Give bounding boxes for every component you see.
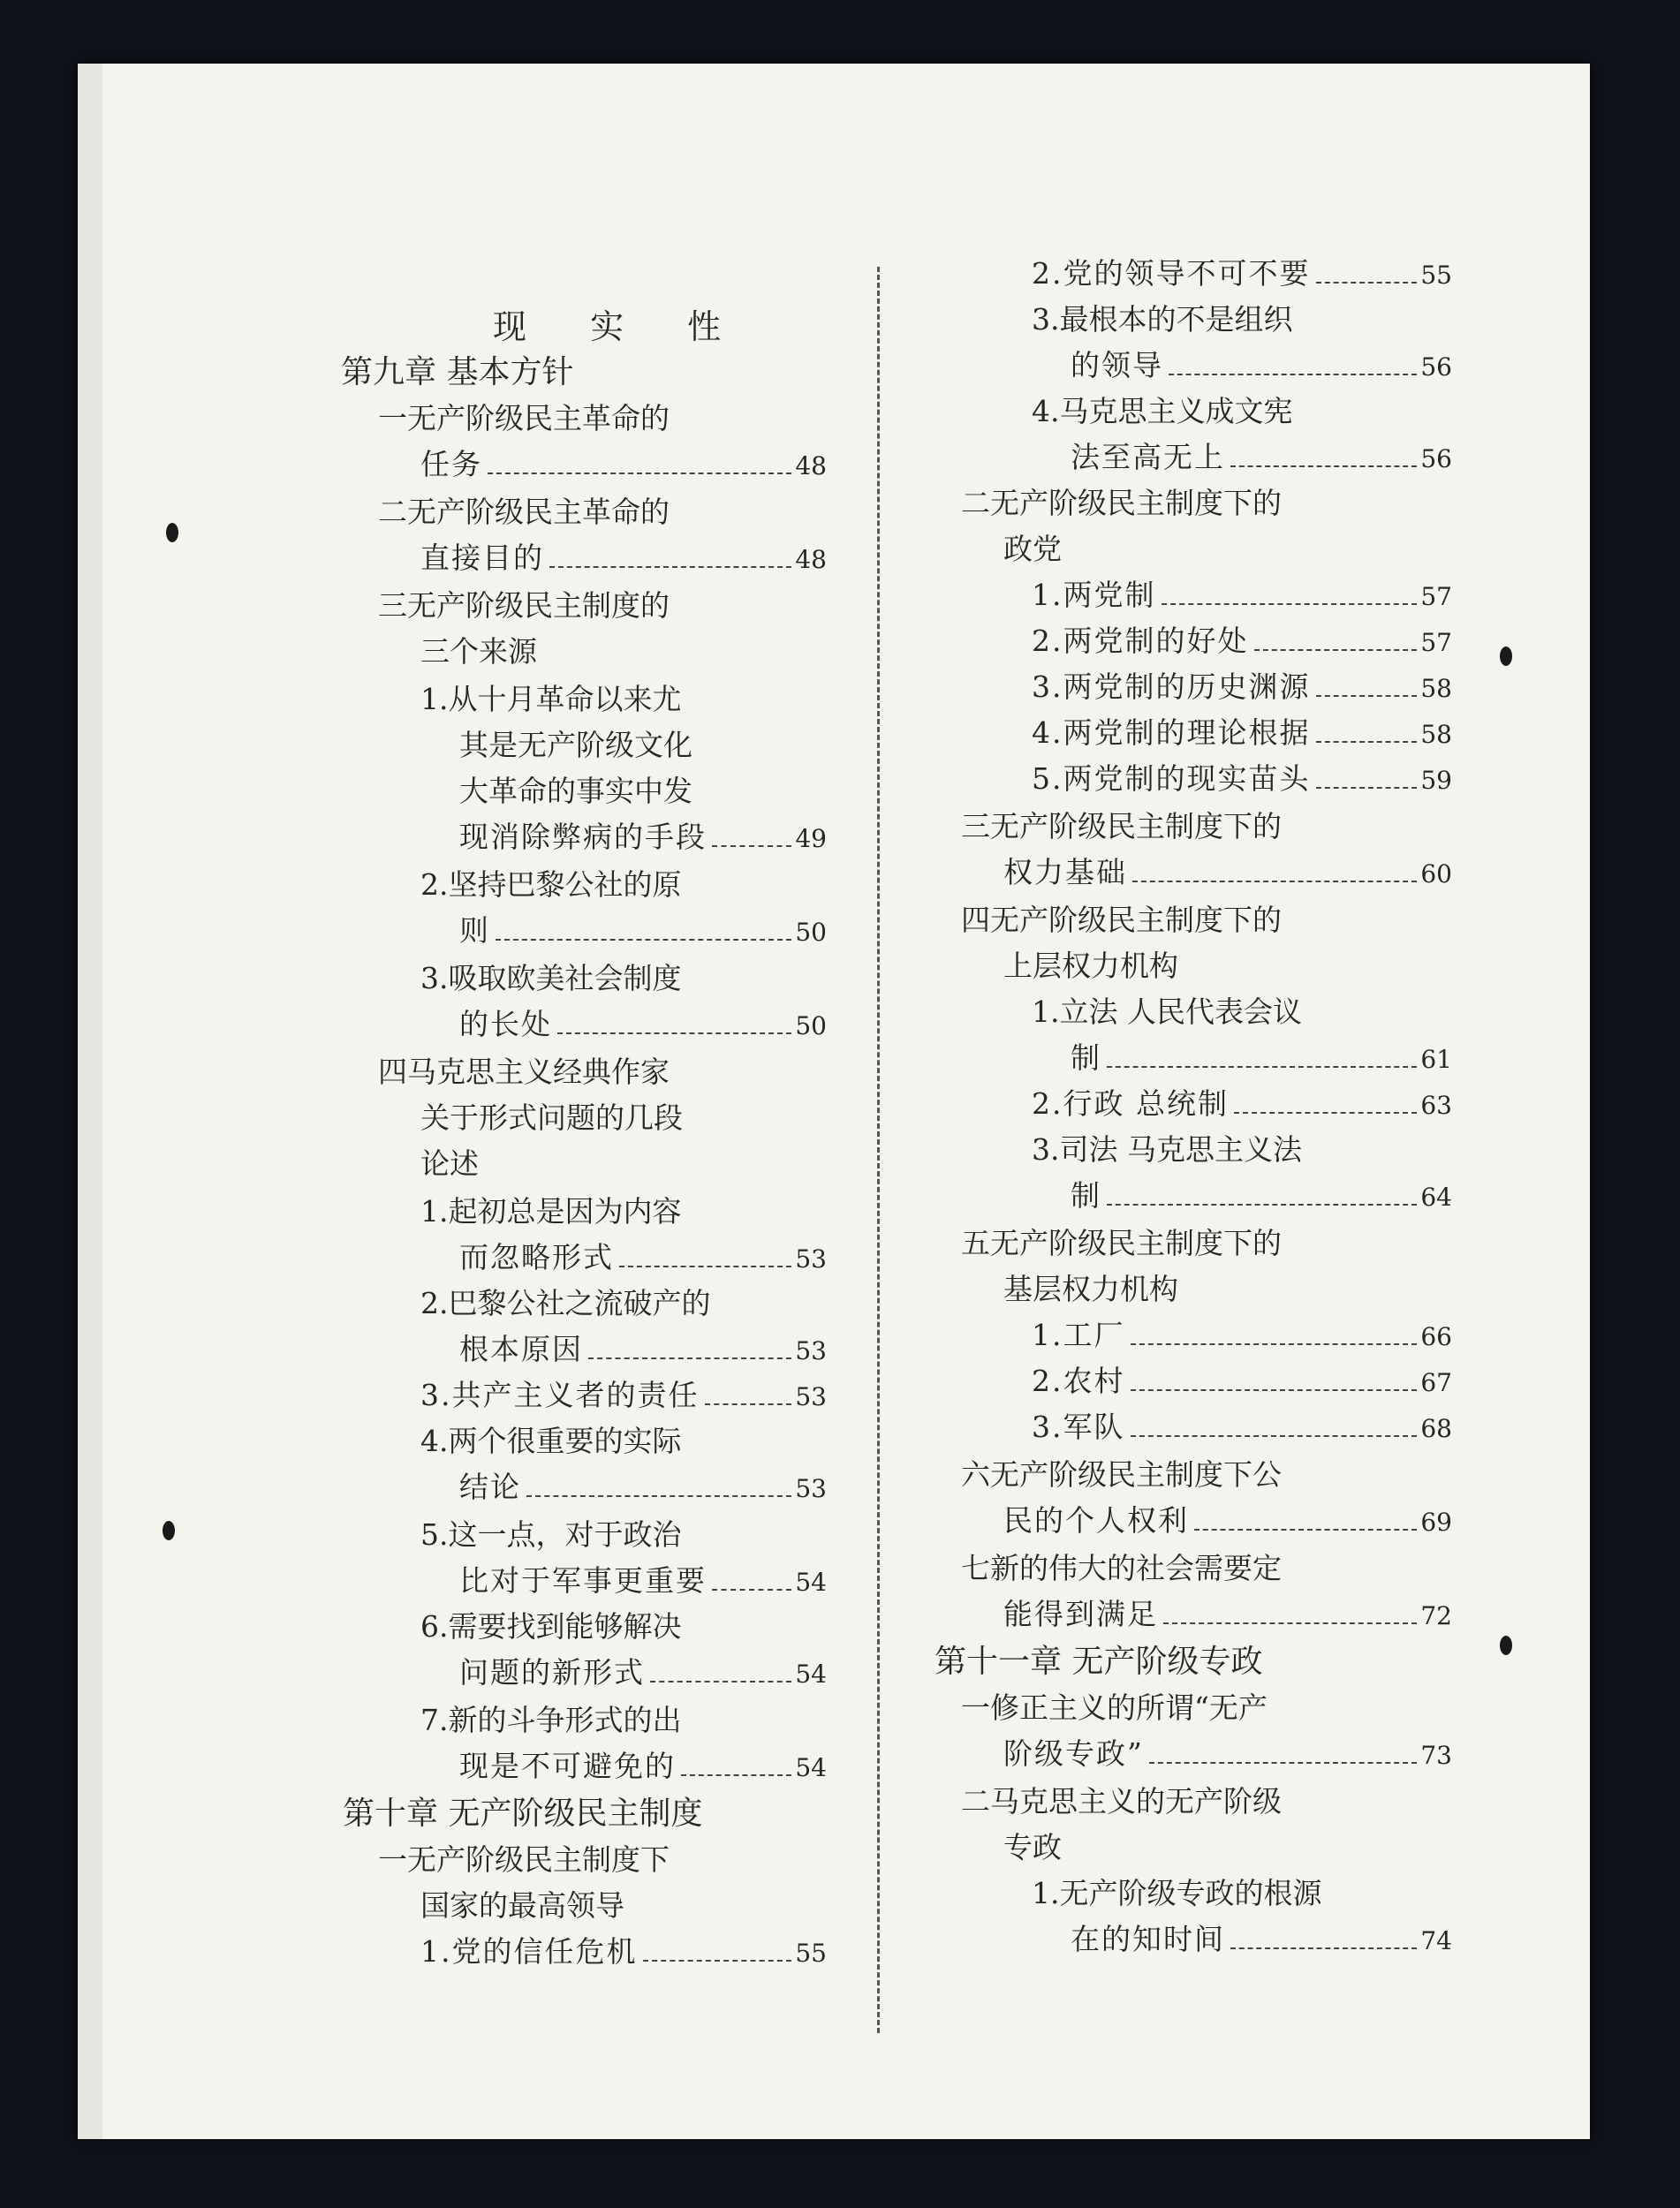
toc-entry: 根本原因 53	[459, 1332, 827, 1369]
toc-entry: 1.起初总是因为内容	[420, 1194, 682, 1229]
chapter-heading: 第九章 基本方针	[341, 354, 574, 390]
paper-edge	[78, 64, 102, 2139]
toc-entry: 在的知时间 74	[1071, 1922, 1452, 1959]
toc-entry: 1.党的信任危机 55	[420, 1934, 827, 1971]
chapter-heading: 第十一章 无产阶级专政	[935, 1644, 1263, 1680]
page-number: 48	[795, 451, 827, 480]
page-number: 54	[795, 1568, 827, 1597]
page-number: 72	[1420, 1601, 1452, 1630]
toc-entry: 2.党的领导不可不要 55	[1032, 256, 1452, 293]
chapter-heading: 第十章 无产阶级民主制度	[343, 1796, 703, 1832]
toc-entry: 政党	[1003, 532, 1062, 566]
page-number: 69	[1420, 1508, 1452, 1537]
toc-entry: 四无产阶级民主制度下的	[961, 903, 1282, 937]
page-number: 54	[795, 1753, 827, 1782]
toc-entry: 比对于军事更重要 54	[459, 1563, 827, 1600]
toc-entry: 3.吸取欧美社会制度	[420, 961, 682, 995]
toc-entry: 能得到满足 72	[1003, 1597, 1452, 1634]
punch-hole	[1500, 1636, 1512, 1655]
toc-entry: 结论 53	[459, 1470, 827, 1507]
toc-entry: 2.农村 67	[1032, 1364, 1452, 1401]
page-number: 58	[1420, 674, 1452, 703]
toc-entry: 4.马克思主义成文宪	[1032, 394, 1293, 428]
toc-entry: 其是无产阶级文化	[459, 728, 692, 762]
page-number: 50	[795, 918, 827, 947]
toc-entry: 的领导 56	[1071, 348, 1452, 385]
toc-entry: 3.共产主义者的责任 53	[420, 1378, 827, 1415]
page-number: 50	[795, 1011, 827, 1040]
page-number: 57	[1420, 628, 1452, 657]
toc-entry: 三个来源	[420, 634, 537, 669]
toc-entry: 二马克思主义的无产阶级	[961, 1784, 1282, 1819]
toc-entry: 2.两党制的好处 57	[1032, 624, 1452, 661]
page-number: 74	[1420, 1926, 1452, 1955]
page-number: 53	[795, 1336, 827, 1365]
toc-entry: 制 64	[1071, 1178, 1452, 1215]
page-number: 56	[1420, 444, 1452, 473]
toc-entry: 大革命的事实中发	[459, 774, 692, 808]
toc-entry: 3.最根本的不是组织	[1032, 302, 1293, 336]
toc-entry: 专政	[1003, 1830, 1062, 1864]
page-number: 68	[1420, 1414, 1452, 1443]
page-number: 67	[1420, 1368, 1452, 1397]
page-number: 73	[1420, 1741, 1452, 1770]
toc-entry: 现消除弊病的手段 49	[459, 820, 827, 857]
page-number: 48	[795, 545, 827, 574]
toc-entry: 直接目的 48	[420, 541, 827, 578]
toc-entry: 7.新的斗争形式的出	[420, 1703, 682, 1737]
page-number: 53	[795, 1382, 827, 1411]
page-number: 58	[1420, 720, 1452, 749]
page-number: 57	[1420, 582, 1452, 611]
toc-entry: 法至高无上 56	[1071, 440, 1452, 477]
toc-entry: 2.行政 总统制 63	[1032, 1086, 1452, 1123]
toc-entry: 权力基础 60	[1003, 855, 1452, 892]
page-number: 64	[1420, 1183, 1452, 1212]
column-divider	[877, 267, 880, 2033]
toc-entry: 一无产阶级民主革命的	[378, 401, 670, 435]
toc-entry: 4.两党制的理论根据 58	[1032, 715, 1452, 752]
toc-entry: 三无产阶级民主制度的	[378, 588, 670, 623]
toc-entry: 基层权力机构	[1003, 1272, 1178, 1306]
page-number: 60	[1420, 859, 1452, 888]
toc-entry: 五无产阶级民主制度下的	[961, 1226, 1282, 1260]
toc-entry: 1.从十月革命以来尤	[420, 682, 682, 716]
document-page	[78, 64, 1590, 2139]
toc-entry: 3.军队 68	[1032, 1410, 1452, 1447]
page-number: 61	[1420, 1045, 1452, 1074]
toc-entry: 的长处 50	[459, 1007, 827, 1044]
toc-entry: 上层权力机构	[1003, 949, 1178, 983]
toc-entry: 1.无产阶级专政的根源	[1032, 1876, 1322, 1910]
toc-entry: 1.立法 人民代表会议	[1032, 994, 1302, 1029]
toc-entry: 阶级专政” 73	[1003, 1736, 1452, 1773]
toc-entry: 问题的新形式 54	[459, 1655, 827, 1692]
toc-entry: 1.两党制 57	[1032, 578, 1452, 615]
toc-entry: 现是不可避免的 54	[459, 1749, 827, 1786]
toc-entry: 5.两党制的现实苗头 59	[1032, 761, 1452, 798]
toc-entry: 一无产阶级民主制度下	[378, 1842, 670, 1877]
toc-entry: 论述	[420, 1146, 479, 1181]
toc-entry: 任务 48	[420, 447, 827, 484]
toc-entry: 三无产阶级民主制度下的	[961, 809, 1282, 843]
toc-entry: 4.两个很重要的实际	[420, 1424, 682, 1458]
page-title: 现 实 性	[493, 307, 748, 346]
punch-hole	[166, 523, 178, 542]
toc-entry: 1.工厂 66	[1032, 1318, 1452, 1355]
toc-entry: 国家的最高领导	[420, 1888, 624, 1923]
toc-entry: 2.坚持巴黎公社的原	[420, 867, 682, 902]
toc-entry: 二无产阶级民主制度下的	[961, 486, 1282, 520]
toc-entry: 5.这一点，对于政治	[420, 1517, 682, 1552]
toc-entry: 关于形式问题的几段	[420, 1100, 683, 1135]
toc-entry: 制 61	[1071, 1040, 1452, 1078]
toc-entry: 民的个人权利 69	[1003, 1503, 1452, 1540]
page-number: 56	[1420, 352, 1452, 382]
toc-entry: 六无产阶级民主制度下公	[961, 1457, 1282, 1492]
toc-entry: 四马克思主义经典作家	[378, 1055, 670, 1089]
toc-entry: 二无产阶级民主革命的	[378, 495, 670, 529]
page-number: 54	[795, 1660, 827, 1689]
toc-entry: 3.两党制的历史渊源 58	[1032, 669, 1452, 707]
toc-entry: 而忽略形式 53	[459, 1240, 827, 1277]
page-number: 66	[1420, 1322, 1452, 1351]
toc-entry: 则 50	[459, 913, 827, 950]
page-number: 49	[795, 824, 827, 853]
page-number: 59	[1420, 766, 1452, 795]
page-number: 53	[795, 1244, 827, 1274]
page-number: 55	[1420, 261, 1452, 290]
punch-hole	[163, 1521, 175, 1540]
toc-entry: 一修正主义的所谓“无产	[961, 1690, 1268, 1725]
punch-hole	[1500, 647, 1512, 666]
toc-entry: 6.需要找到能够解决	[420, 1609, 682, 1644]
page-number: 55	[795, 1939, 827, 1968]
toc-entry: 七新的伟大的社会需要定	[961, 1551, 1282, 1585]
toc-entry: 2.巴黎公社之流破产的	[420, 1286, 711, 1320]
page-number: 53	[795, 1474, 827, 1503]
toc-entry: 3.司法 马克思主义法	[1032, 1132, 1302, 1167]
page-number: 63	[1420, 1091, 1452, 1120]
